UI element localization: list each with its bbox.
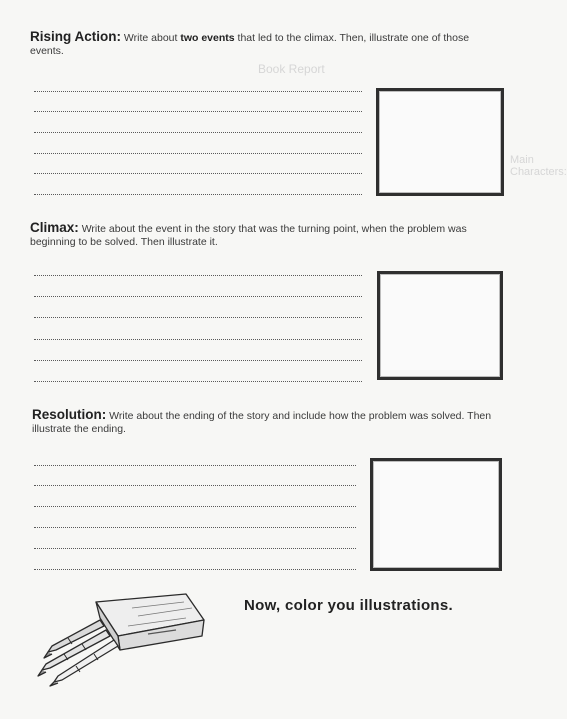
rising-action-prompt [30, 30, 500, 58]
climax-text: Write about the event in the story that was the turning point, when the problem was beginning to be solved. Then illustrate it. [30, 223, 467, 248]
writing-line[interactable] [34, 527, 356, 528]
writing-line[interactable] [34, 153, 362, 154]
writing-line[interactable] [34, 381, 362, 382]
writing-line[interactable] [34, 275, 362, 276]
bleed-through-text: Book Report [258, 62, 325, 76]
writing-line[interactable] [34, 485, 356, 486]
rising-action-text: that led to the climax. Then, illustrate one of those events. [30, 32, 470, 57]
rising-action-text: Write about [121, 32, 181, 44]
climax-illustration-box[interactable] [377, 271, 503, 380]
resolution-heading: Resolution: [32, 407, 107, 422]
writing-line[interactable] [34, 91, 362, 92]
writing-line[interactable] [34, 569, 356, 570]
writing-line[interactable] [34, 317, 362, 318]
climax-heading: Climax: [30, 220, 79, 235]
crayons-illustration [36, 590, 216, 686]
climax-prompt [30, 221, 500, 249]
footer-instruction: Now, color you illustrations. [244, 597, 453, 614]
writing-line[interactable] [34, 132, 362, 133]
writing-line[interactable] [34, 296, 362, 297]
resolution-text: Write about the ending of the story and include how the problem was solved. Then illustrate the ending. [32, 410, 492, 435]
writing-line[interactable] [34, 360, 362, 361]
resolution-prompt [32, 408, 502, 436]
writing-line[interactable] [34, 111, 362, 112]
rising-action-heading: Rising Action: [30, 29, 121, 44]
bleed-through-text: Main Characters: [510, 154, 567, 178]
writing-line[interactable] [34, 194, 362, 195]
writing-line[interactable] [34, 548, 356, 549]
writing-line[interactable] [34, 173, 362, 174]
writing-line[interactable] [34, 339, 362, 340]
writing-line[interactable] [34, 465, 356, 466]
rising-action-emphasis: two events [180, 32, 235, 44]
writing-line[interactable] [34, 506, 356, 507]
rising-action-illustration-box[interactable] [376, 88, 504, 196]
resolution-illustration-box[interactable] [370, 458, 502, 571]
